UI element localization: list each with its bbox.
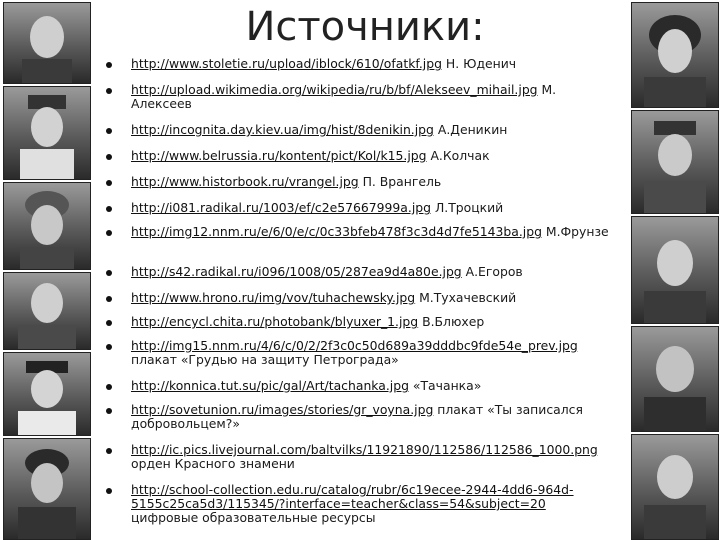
bullet-icon bbox=[106, 384, 112, 390]
bullet-icon bbox=[106, 270, 112, 276]
portrait-5 bbox=[3, 352, 91, 436]
portrait-11 bbox=[631, 434, 719, 540]
left-portrait-column bbox=[0, 0, 92, 540]
source-link[interactable]: http://upload.wikimedia.org/wikipedia/ru/b/bf/Alekseev_mihail.jpg bbox=[131, 82, 538, 97]
bullet-icon bbox=[106, 296, 112, 302]
source-caption: М.Тухачевский bbox=[415, 290, 517, 305]
source-link[interactable]: http://www.stoletie.ru/upload/iblock/610/ofatkf.jpg bbox=[131, 56, 442, 71]
source-link[interactable]: http://ic.pics.livejournal.com/baltvilks/11921890/112586/112586_1000.png bbox=[131, 442, 598, 457]
source-caption: А.Егоров bbox=[461, 264, 523, 279]
bullet-icon bbox=[106, 408, 112, 414]
portrait-10 bbox=[631, 326, 719, 432]
source-caption: плакат «Ты записался добровольцем?» bbox=[131, 402, 583, 431]
source-caption: «Тачанка» bbox=[408, 378, 482, 393]
bullet-icon bbox=[106, 128, 112, 134]
source-link[interactable]: http://incognita.day.kiev.ua/img/hist/8denikin.jpg bbox=[131, 122, 434, 137]
source-caption: А.Деникин bbox=[433, 122, 508, 137]
source-caption: П. Врангель bbox=[358, 174, 442, 189]
bullet-icon bbox=[106, 448, 112, 454]
bullet-icon bbox=[106, 88, 112, 94]
source-link[interactable]: http://sovetunion.ru/images/stories/gr_voyna.jpg bbox=[131, 402, 434, 417]
source-link[interactable]: http://www.historbook.ru/vrangel.jpg bbox=[131, 174, 359, 189]
source-link[interactable]: http://s42.radikal.ru/i096/1008/05/287ea9d4a80e.jpg bbox=[131, 264, 462, 279]
source-link[interactable]: http://www.belrussia.ru/kontent/pict/Kol/k15.jpg bbox=[131, 148, 427, 163]
source-caption: Н. Юденич bbox=[441, 56, 517, 71]
page-title: Источники: bbox=[245, 4, 485, 50]
portrait-4 bbox=[3, 272, 91, 350]
bullet-icon bbox=[106, 206, 112, 212]
bullet-icon bbox=[106, 344, 112, 350]
right-portrait-column bbox=[628, 0, 720, 540]
bullet-icon bbox=[106, 62, 112, 68]
source-link[interactable]: http://encycl.chita.ru/photobank/blyuxer_1.jpg bbox=[131, 314, 419, 329]
portrait-6 bbox=[3, 438, 91, 540]
portrait-8 bbox=[631, 110, 719, 214]
source-link[interactable]: http://img12.nnm.ru/e/6/0/e/c/0c33bfeb478f3c3d4d7fe5143ba.jpg bbox=[131, 224, 542, 239]
source-caption: А.Колчак bbox=[426, 148, 490, 163]
bullet-icon bbox=[106, 230, 112, 236]
source-caption: цифровые образовательные ресурсы bbox=[131, 510, 376, 525]
portrait-9 bbox=[631, 216, 719, 324]
bullet-icon bbox=[106, 488, 112, 494]
bullet-icon bbox=[106, 320, 112, 326]
source-caption: плакат «Грудью на защиту Петрограда» bbox=[131, 352, 399, 367]
portrait-3 bbox=[3, 182, 91, 270]
portrait-2 bbox=[3, 86, 91, 180]
portrait-1 bbox=[3, 2, 91, 84]
source-link[interactable]: http://i081.radikal.ru/1003/ef/c2e57667999a.jpg bbox=[131, 200, 431, 215]
source-caption: М.Фрунзе bbox=[541, 224, 609, 239]
bullet-icon bbox=[106, 154, 112, 160]
source-caption: В.Блюхер bbox=[418, 314, 485, 329]
portrait-7 bbox=[631, 2, 719, 108]
source-link[interactable]: http://konnica.tut.su/pic/gal/Art/tachanka.jpg bbox=[131, 378, 409, 393]
source-caption: М. Алексеев bbox=[131, 82, 557, 111]
source-link[interactable]: http://www.hrono.ru/img/vov/tuhachewsky.jpg bbox=[131, 290, 416, 305]
source-link[interactable]: http://img15.nnm.ru/4/6/c/0/2/2f3c0c50d689a39dddbc9fde54e_prev.jpg bbox=[131, 338, 578, 353]
source-caption: Л.Троцкий bbox=[431, 200, 504, 215]
bullet-icon bbox=[106, 180, 112, 186]
source-caption: орден Красного знамени bbox=[131, 456, 295, 471]
source-link[interactable]: http://school-collection.edu.ru/catalog/rubr/6c19ecee-2944-4dd6-964d-5155c25ca5d3/115345/?interface=teacher&class=54&subject=20 bbox=[131, 482, 574, 511]
